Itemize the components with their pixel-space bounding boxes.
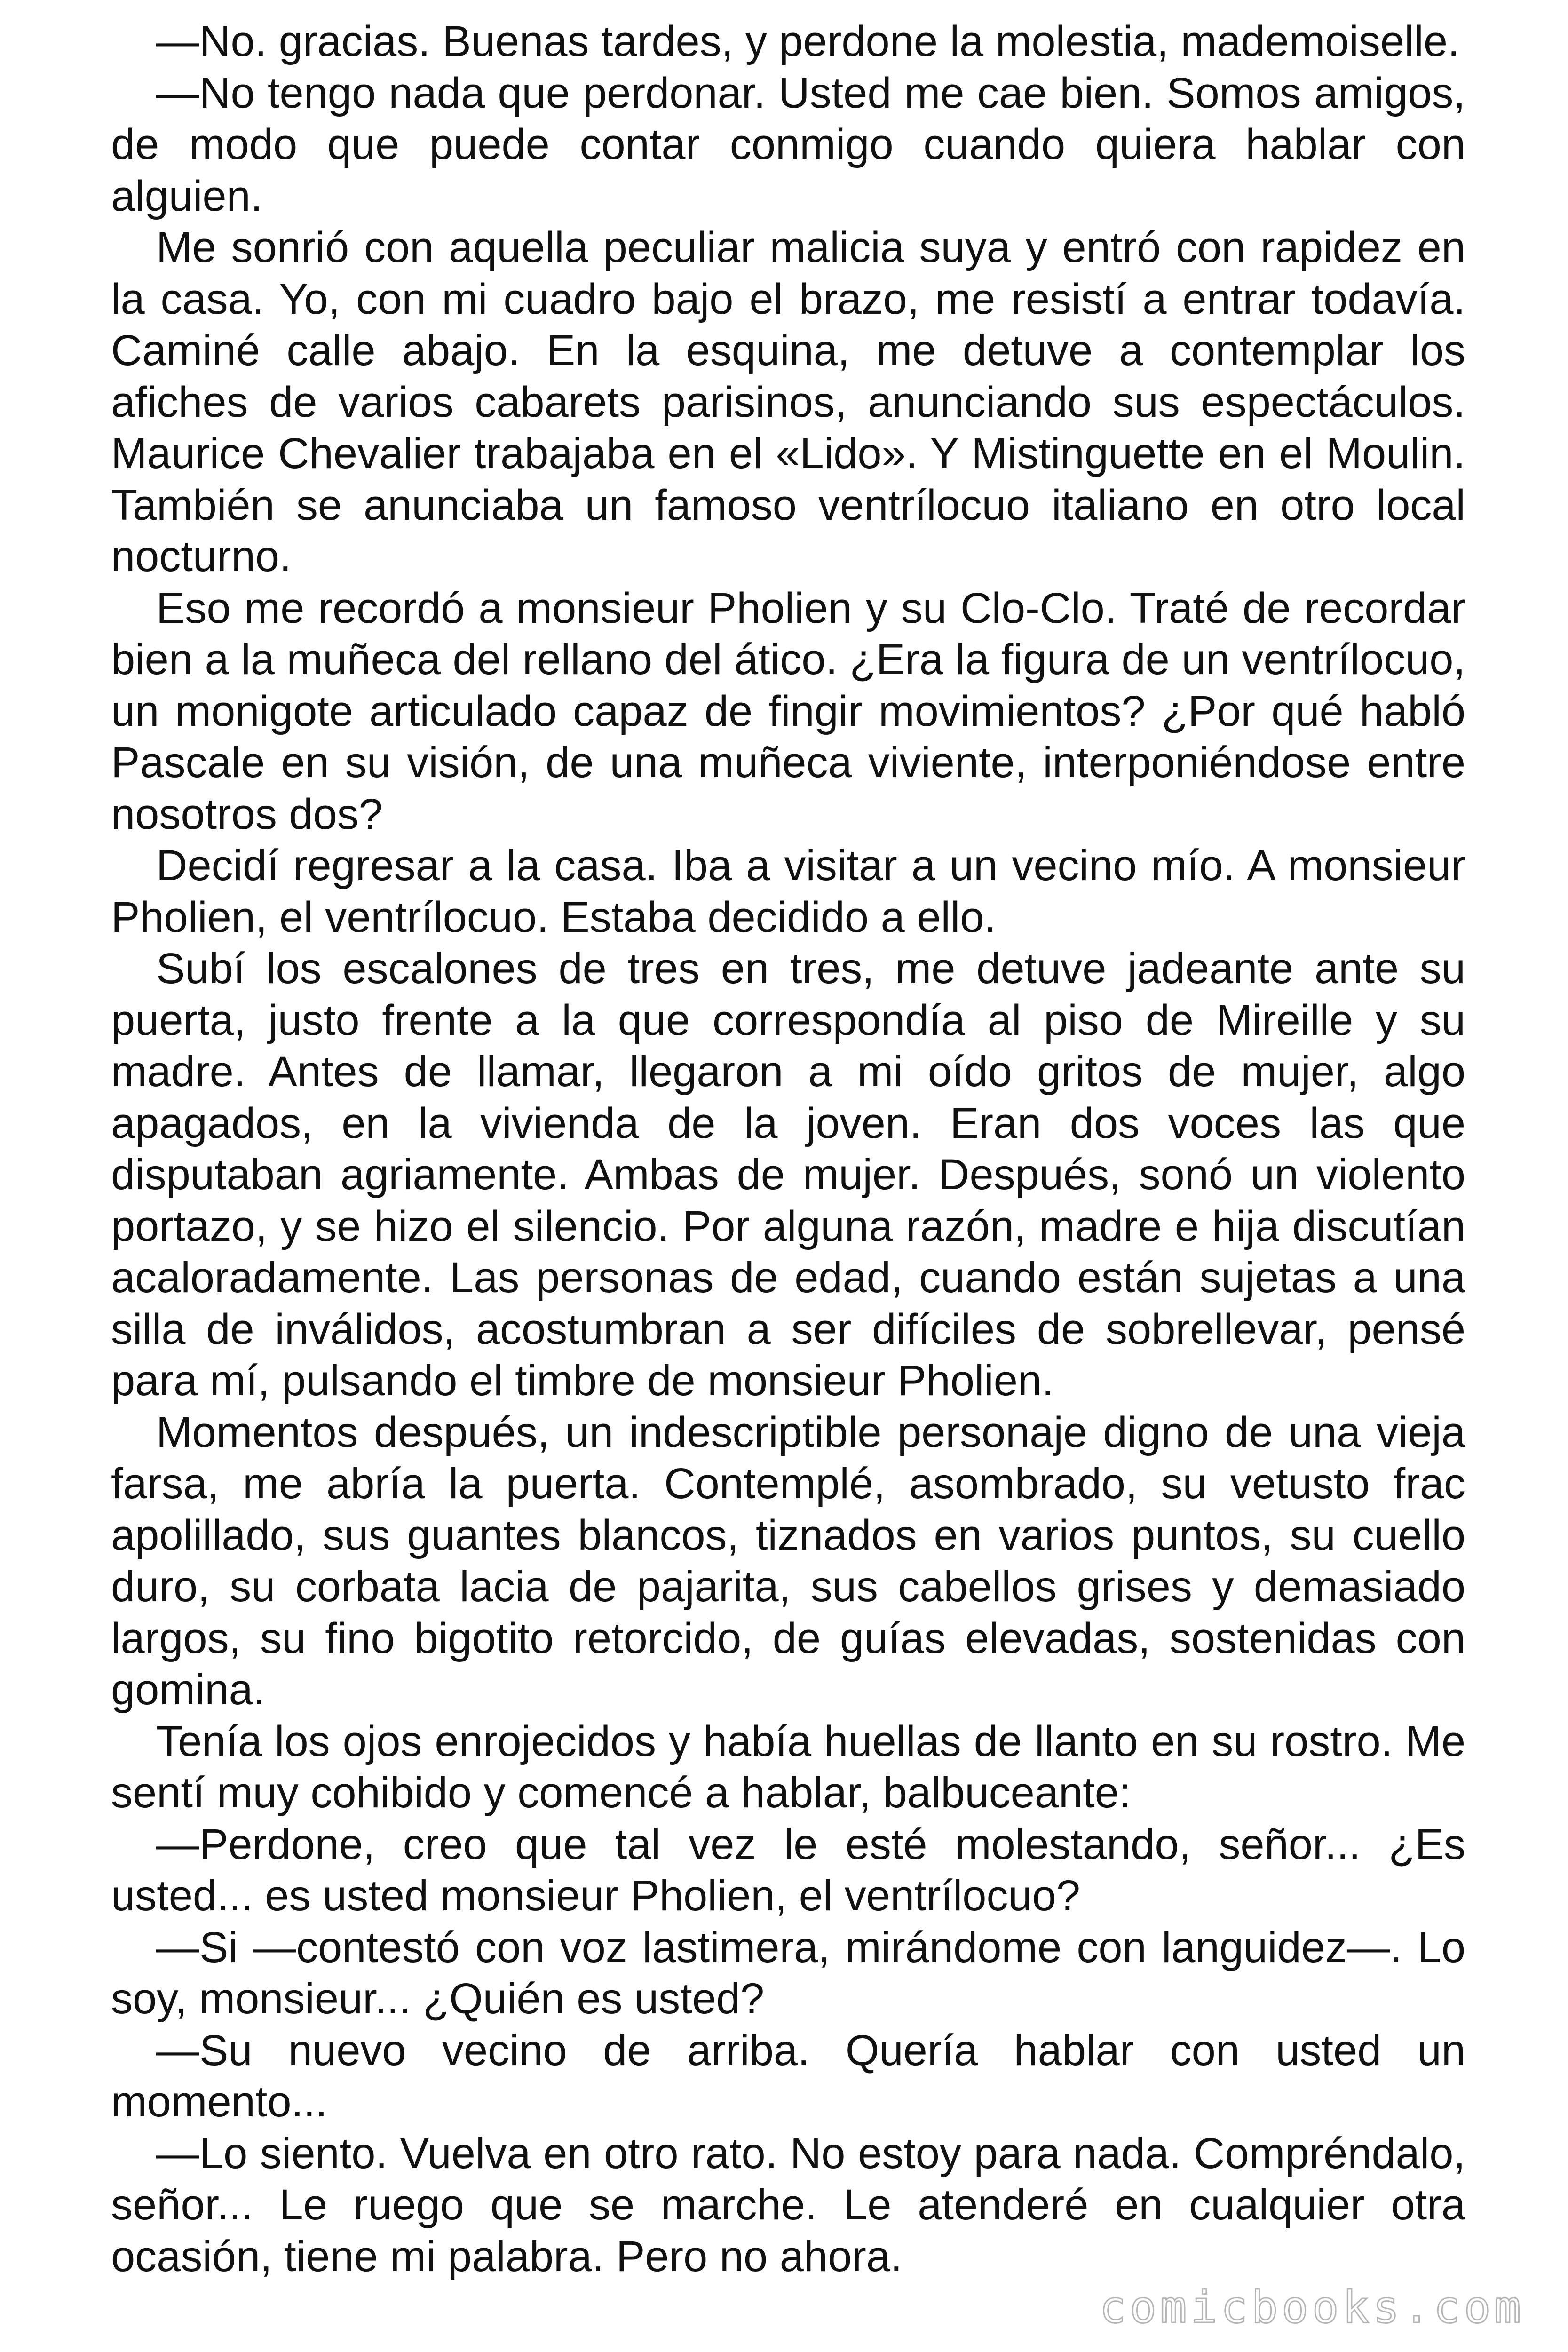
paragraph: Decidí regresar a la casa. Iba a visitar a un vecino mío. A monsieur Pholien, el ventrílocuo. Estaba decidido a ello. bbox=[111, 842, 1465, 941]
paragraph: Subí los escalones de tres en tres, me detuve jadeante ante su puerta, justo frente a la que correspondía al piso de Mireille y su madre. Antes de llamar, llegaron a mi oído gritos de mujer, algo apagados, en la vivienda de la joven. Eran dos voces las que disputaban agriamente. Ambas de mujer. Después, sonó un violento portazo, y se hizo el silencio. Por alguna razón, madre e hija discutían acaloradamente. Las personas de edad, cuando están sujetas a una silla de inválidos, acostumbran a ser difíciles de sobrellevar, pensé para mí, pulsando el timbre de monsieur Pholien. bbox=[111, 945, 1465, 1405]
paragraph: Me sonrió con aquella peculiar malicia suya y entró con rapidez en la casa. Yo, con mi cuadro bajo el brazo, me resistí a entrar todavía. Caminé calle abajo. En la esquina, me detuve a contemplar los afiches de varios cabarets parisinos, anunciando sus espectáculos. Maurice Chevalier trabajaba en el «Lido». Y Mistinguette en el Moulin. También se anunciaba un famoso ventrílocuo italiano en otro local nocturno. bbox=[111, 223, 1465, 580]
paragraph: —Perdone, creo que tal vez le esté molestando, señor... ¿Es usted... es usted monsieur Pholien, el ventrílocuo? bbox=[111, 1820, 1465, 1920]
paragraph: Tenía los ojos enrojecidos y había huellas de llanto en su rostro. Me sentí muy cohibido y comencé a hablar, balbuceante: bbox=[111, 1717, 1465, 1817]
paragraph: —No. gracias. Buenas tardes, y perdone la molestia, mademoiselle. bbox=[156, 17, 1460, 65]
paragraph: Momentos después, un indescriptible personaje digno de una vieja farsa, me abría la puerta. Contemplé, asombrado, su vetusto frac apolillado, sus guantes blancos, tiznados en varios puntos, su cuello duro, su corbata lacia de pajarita, sus cabellos grises y demasiado largos, su fino bigotito retorcido, de guías elevadas, sostenidas con gomina. bbox=[111, 1408, 1465, 1714]
page-text bbox=[111, 16, 1465, 2282]
paragraph: —Lo siento. Vuelva en otro rato. No estoy para nada. Compréndalo, señor... Le ruego que se marche. Le atenderé en cualquier otra ocasión, tiene mi palabra. Pero no ahora. bbox=[111, 2129, 1465, 2280]
paragraph: —Su nuevo vecino de arriba. Quería hablar con usted un momento... bbox=[111, 2026, 1465, 2126]
paragraph: —No tengo nada que perdonar. Usted me cae bien. Somos amigos, de modo que puede contar conmigo cuando quiera hablar con alguien. bbox=[111, 69, 1465, 220]
watermark-text: comicbooks.com bbox=[1099, 2282, 1525, 2333]
paragraph: —Si —contestó con voz lastimera, mirándome con languidez—. Lo soy, monsieur... ¿Quién es usted? bbox=[111, 1923, 1465, 2023]
paragraph: Eso me recordó a monsieur Pholien y su Clo-Clo. Traté de recordar bien a la muñeca del rellano del ático. ¿Era la figura de un ventrílocuo, un monigote articulado capaz de fingir movimientos? ¿Por qué habló Pascale en su visión, de una muñeca viviente, interponiéndose entre nosotros dos? bbox=[111, 584, 1465, 838]
